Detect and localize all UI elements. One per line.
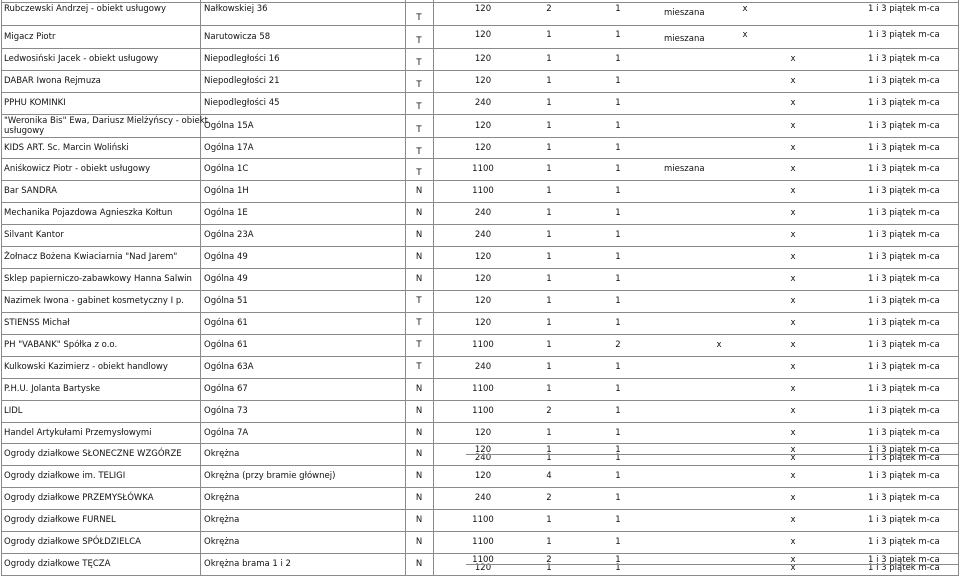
- row-name: Aniśkowicz Piotr - obiekt usługowy: [4, 164, 151, 174]
- row-count: 1: [546, 537, 552, 547]
- row-frequency: 1: [615, 445, 621, 455]
- row-type: T: [416, 340, 422, 350]
- row-name: Mechanika Pojazdowa Agnieszka Kołtun: [4, 208, 173, 218]
- row-frequency: 1: [615, 384, 621, 394]
- row-street: Okrężna: [204, 537, 240, 547]
- row-capacity: 120: [474, 76, 492, 86]
- row-type: N: [415, 537, 423, 547]
- row-count: 1: [546, 362, 552, 372]
- row-count: 2: [546, 406, 552, 416]
- row-street: Ogólna 51: [204, 296, 248, 306]
- row-frequency: 1: [615, 318, 621, 328]
- row-capacity: 1100: [472, 555, 494, 565]
- row-name: PPHU KOMINKI: [4, 98, 66, 108]
- row-sub-count: 1: [546, 563, 552, 573]
- row-name: KIDS ART. Sc. Marcin Woliński: [4, 143, 129, 153]
- row-name: Rubczewski Andrzej - obiekt usługowy: [4, 4, 166, 14]
- row-count: 1: [546, 121, 552, 131]
- row-capacity: 120: [474, 54, 492, 64]
- row-name: Nazimek Iwona - gabinet kosmetyczny I p.: [4, 296, 184, 306]
- row-frequency: 1: [615, 76, 621, 86]
- row-capacity: 240: [474, 493, 492, 503]
- row-mark: x: [790, 186, 796, 196]
- row-capacity: 120: [474, 296, 492, 306]
- row-type: N: [415, 559, 423, 569]
- row-capacity: 240: [474, 98, 492, 108]
- row-mark: x: [790, 98, 796, 108]
- row-mark: x: [790, 471, 796, 481]
- row-count: 1: [546, 186, 552, 196]
- row-type: T: [416, 168, 422, 178]
- row-schedule: 1 i 3 piątek m-ca: [868, 555, 940, 565]
- row-divider: [1, 443, 958, 444]
- row-count: 1: [546, 515, 552, 525]
- row-type: N: [415, 186, 423, 196]
- row-street: Ogólna 7A: [204, 428, 249, 438]
- row-street: Ogólna 23A: [204, 230, 254, 240]
- row-schedule: 1 i 3 piątek m-ca: [868, 274, 940, 284]
- row-mark: x: [790, 143, 796, 153]
- row-schedule: 1 i 3 piątek m-ca: [868, 318, 940, 328]
- row-mark: x: [790, 362, 796, 372]
- row-name: Kulkowski Kazimierz - obiekt handlowy: [4, 362, 168, 372]
- row-capacity: 1100: [472, 186, 494, 196]
- row-capacity: 120: [474, 471, 492, 481]
- row-name: Ogrody działkowe im. TELIGI: [4, 471, 126, 481]
- row-mark: x: [790, 296, 796, 306]
- row-divider: [1, 509, 958, 510]
- row-type: N: [415, 515, 423, 525]
- row-type: N: [415, 428, 423, 438]
- row-mark: x: [790, 76, 796, 86]
- row-street: Ogólna 73: [204, 406, 248, 416]
- row-type: T: [416, 36, 422, 46]
- row-street: Ogólna 15A: [204, 121, 254, 131]
- row-schedule: 1 i 3 piątek m-ca: [868, 98, 940, 108]
- row-mark: x: [742, 30, 748, 40]
- row-street: Niepodległości 21: [204, 76, 280, 86]
- row-capacity: 1100: [472, 406, 494, 416]
- row-capacity: 120: [474, 30, 492, 40]
- row-mark: x: [790, 493, 796, 503]
- row-street: Niepodległości 16: [204, 54, 280, 64]
- row-divider: [1, 378, 958, 379]
- row-frequency: 1: [615, 164, 621, 174]
- row-sub-count: 1: [546, 453, 552, 463]
- row-street: Ogólna 1E: [204, 208, 248, 218]
- row-schedule: 1 i 3 piątek m-ca: [868, 362, 940, 372]
- row-name: Migacz Piotr: [4, 32, 56, 42]
- row-frequency: 1: [615, 406, 621, 416]
- row-mark: x: [790, 252, 796, 262]
- row-divider: [1, 92, 958, 93]
- row-type: N: [415, 449, 423, 459]
- row-frequency: 1: [615, 4, 621, 14]
- row-type: T: [416, 147, 422, 157]
- row-schedule: 1 i 3 piątek m-ca: [868, 445, 940, 455]
- row-count: 1: [546, 164, 552, 174]
- row-divider: [1, 356, 958, 357]
- row-frequency: 1: [615, 54, 621, 64]
- row-mark: x: [790, 164, 796, 174]
- row-divider: [1, 114, 958, 115]
- row-name: Sklep papierniczo-zabawkowy Hanna Salwin: [4, 274, 192, 284]
- row-name: Ledwosiński Jacek - obiekt usługowy: [4, 54, 159, 64]
- row-type: N: [415, 493, 423, 503]
- row-schedule: 1 i 3 piątek m-ca: [868, 30, 940, 40]
- row-type: N: [415, 252, 423, 262]
- row-capacity: 1100: [472, 340, 494, 350]
- row-divider: [1, 465, 958, 466]
- row-schedule: 1 i 3 piątek m-ca: [868, 121, 940, 131]
- row-mark: x: [790, 340, 796, 350]
- row-sub-capacity: 120: [474, 563, 492, 573]
- row-street: Ogólna 67: [204, 384, 248, 394]
- row-count: 1: [546, 98, 552, 108]
- row-mark: x: [742, 4, 748, 14]
- row-frequency: 1: [615, 362, 621, 372]
- row-type: N: [415, 230, 423, 240]
- row-extra-mark: x: [716, 340, 722, 350]
- row-name-cont: usługowy: [4, 126, 45, 136]
- row-divider: [1, 246, 958, 247]
- row-divider: [1, 422, 958, 423]
- row-mark: x: [790, 384, 796, 394]
- row-schedule: 1 i 3 piątek m-ca: [868, 537, 940, 547]
- row-type: N: [415, 471, 423, 481]
- row-frequency: 1: [615, 121, 621, 131]
- row-divider: [1, 553, 958, 554]
- row-sub-capacity: 240: [474, 453, 492, 463]
- row-schedule: 1 i 3 piątek m-ca: [868, 471, 940, 481]
- row-type: T: [416, 80, 422, 90]
- row-count: 1: [546, 208, 552, 218]
- row-mark: x: [790, 318, 796, 328]
- row-mark: x: [790, 428, 796, 438]
- row-schedule: 1 i 3 piątek m-ca: [868, 428, 940, 438]
- row-frequency: 1: [615, 471, 621, 481]
- sub-row-divider: [466, 454, 958, 455]
- row-count: 1: [546, 340, 552, 350]
- row-frequency: 1: [615, 274, 621, 284]
- row-frequency: 1: [615, 493, 621, 503]
- row-name: Handel Artykułami Przemysłowymi: [4, 428, 152, 438]
- row-count: 1: [546, 296, 552, 306]
- row-count: 2: [546, 493, 552, 503]
- row-street: Ogólna 49: [204, 252, 248, 262]
- row-capacity: 1100: [472, 384, 494, 394]
- row-street: Ogólna 49: [204, 274, 248, 284]
- row-capacity: 120: [474, 4, 492, 14]
- row-type: T: [416, 125, 422, 135]
- row-name: Bar SANDRA: [4, 186, 57, 196]
- row-mark: x: [790, 406, 796, 416]
- row-schedule: 1 i 3 piątek m-ca: [868, 208, 940, 218]
- row-mark: x: [790, 274, 796, 284]
- row-name: Ogrody działkowe SŁONECZNE WZGÓRZE: [4, 449, 182, 459]
- row-street: Ogólna 61: [204, 318, 248, 328]
- row-divider: [1, 158, 958, 159]
- row-count: 1: [546, 54, 552, 64]
- row-street: Okrężna: [204, 515, 240, 525]
- row-frequency: 1: [615, 515, 621, 525]
- row-schedule: 1 i 3 piątek m-ca: [868, 252, 940, 262]
- row-mark: x: [790, 208, 796, 218]
- row-street: Narutowicza 58: [204, 32, 271, 42]
- column-divider: [958, 0, 959, 576]
- row-schedule: 1 i 3 piątek m-ca: [868, 493, 940, 503]
- row-street: Okrężna: [204, 493, 240, 503]
- row-count: 4: [546, 471, 552, 481]
- row-mark: x: [790, 515, 796, 525]
- row-count: 1: [546, 30, 552, 40]
- row-mark: x: [790, 121, 796, 131]
- row-sub-frequency: 1: [615, 563, 621, 573]
- row-frequency: 1: [615, 555, 621, 565]
- row-type: T: [416, 362, 422, 372]
- row-count: 2: [546, 555, 552, 565]
- row-street: Ogólna 17A: [204, 143, 254, 153]
- row-name: Żołnacz Bożena Kwiaciarnia "Nad Jarem": [4, 252, 178, 262]
- row-frequency: 1: [615, 143, 621, 153]
- row-divider: [1, 400, 958, 401]
- row-street: Ogólna 63A: [204, 362, 254, 372]
- column-divider: [1, 0, 2, 576]
- row-street: Ogólna 61: [204, 340, 248, 350]
- row-divider: [1, 2, 958, 3]
- row-count: 1: [546, 384, 552, 394]
- row-count: 1: [546, 143, 552, 153]
- row-street: Niepodległości 45: [204, 98, 280, 108]
- row-schedule: 1 i 3 piątek m-ca: [868, 384, 940, 394]
- row-name: DABAR Iwona Rejmuza: [4, 76, 101, 86]
- row-type: N: [415, 406, 423, 416]
- row-frequency: 1: [615, 537, 621, 547]
- row-street: Okrężna (przy bramie głównej): [204, 471, 336, 481]
- row-divider: [1, 334, 958, 335]
- row-divider: [1, 48, 958, 49]
- row-type: T: [416, 296, 422, 306]
- row-name: "Weronika Bis" Ewa, Dariusz Mielżyńscy - obiekt: [4, 116, 208, 126]
- row-divider: [1, 290, 958, 291]
- row-sub-schedule: 1 i 3 piątek m-ca: [868, 563, 940, 573]
- row-count: 1: [546, 274, 552, 284]
- row-sub-frequency: 1: [615, 453, 621, 463]
- row-name: Ogrody działkowe FURNEL: [4, 515, 116, 525]
- row-mixed: mieszana: [664, 8, 705, 18]
- row-type: T: [416, 13, 422, 23]
- row-frequency: 1: [615, 98, 621, 108]
- row-street: Ogólna 1C: [204, 164, 249, 174]
- row-mark: x: [790, 54, 796, 64]
- row-capacity: 120: [474, 143, 492, 153]
- row-mark: x: [790, 537, 796, 547]
- row-name: Silvant Kantor: [4, 230, 64, 240]
- row-schedule: 1 i 3 piątek m-ca: [868, 340, 940, 350]
- row-frequency: 1: [615, 208, 621, 218]
- row-sub-schedule: 1 i 3 piątek m-ca: [868, 453, 940, 463]
- row-street: Ogólna 1H: [204, 186, 249, 196]
- row-mark: x: [790, 230, 796, 240]
- column-divider: [405, 0, 406, 576]
- column-divider: [433, 0, 434, 576]
- row-count: 1: [546, 428, 552, 438]
- row-count: 1: [546, 445, 552, 455]
- row-capacity: 1100: [472, 537, 494, 547]
- row-schedule: 1 i 3 piątek m-ca: [868, 406, 940, 416]
- row-capacity: 1100: [472, 515, 494, 525]
- row-street: Nałkowskiej 36: [204, 4, 268, 14]
- row-type: N: [415, 274, 423, 284]
- row-count: 1: [546, 318, 552, 328]
- row-schedule: 1 i 3 piątek m-ca: [868, 4, 940, 14]
- row-capacity: 120: [474, 252, 492, 262]
- row-capacity: 120: [474, 274, 492, 284]
- row-name: PH "VABANK" Spółka z o.o.: [4, 340, 118, 350]
- row-frequency: 1: [615, 186, 621, 196]
- row-schedule: 1 i 3 piątek m-ca: [868, 515, 940, 525]
- row-type: T: [416, 102, 422, 112]
- row-divider: [1, 312, 958, 313]
- row-mark: x: [790, 555, 796, 565]
- row-divider: [1, 268, 958, 269]
- row-divider: [1, 137, 958, 138]
- row-divider: [1, 70, 958, 71]
- row-capacity: 120: [474, 445, 492, 455]
- column-divider: [200, 0, 201, 576]
- row-capacity: 1100: [472, 164, 494, 174]
- row-name: STIENSS Michał: [4, 318, 70, 328]
- row-capacity: 120: [474, 121, 492, 131]
- row-frequency: 1: [615, 296, 621, 306]
- row-capacity: 240: [474, 362, 492, 372]
- row-count: 2: [546, 4, 552, 14]
- row-name: LIDL: [4, 406, 23, 416]
- row-type: T: [416, 318, 422, 328]
- row-schedule: 1 i 3 piątek m-ca: [868, 230, 940, 240]
- row-capacity: 120: [474, 428, 492, 438]
- row-count: 1: [546, 252, 552, 262]
- row-schedule: 1 i 3 piątek m-ca: [868, 164, 940, 174]
- row-capacity: 240: [474, 230, 492, 240]
- row-schedule: 1 i 3 piątek m-ca: [868, 54, 940, 64]
- row-mark: x: [790, 445, 796, 455]
- row-frequency: 1: [615, 30, 621, 40]
- row-name: P.H.U. Jolanta Bartyske: [4, 384, 101, 394]
- row-divider: [1, 180, 958, 181]
- row-divider: [1, 224, 958, 225]
- row-sub-mark: x: [790, 563, 796, 573]
- row-street: Okrężna: [204, 449, 240, 459]
- row-name: Ogrody działkowe PRZEMYSŁÓWKA: [4, 493, 154, 503]
- sub-row-divider: [466, 564, 958, 565]
- row-type: T: [416, 58, 422, 68]
- row-divider: [1, 25, 958, 26]
- row-type: N: [415, 208, 423, 218]
- row-name: Ogrody działkowe TĘCZA: [4, 559, 111, 569]
- row-sub-mark: x: [790, 453, 796, 463]
- row-mixed: mieszana: [664, 34, 705, 44]
- row-schedule: 1 i 3 piątek m-ca: [868, 296, 940, 306]
- row-frequency: 1: [615, 428, 621, 438]
- row-frequency: 1: [615, 252, 621, 262]
- row-capacity: 240: [474, 208, 492, 218]
- row-divider: [1, 202, 958, 203]
- row-street: Okrężna brama 1 i 2: [204, 559, 291, 569]
- row-divider: [1, 487, 958, 488]
- row-type: N: [415, 384, 423, 394]
- row-schedule: 1 i 3 piątek m-ca: [868, 143, 940, 153]
- row-count: 1: [546, 76, 552, 86]
- row-schedule: 1 i 3 piątek m-ca: [868, 186, 940, 196]
- row-divider: [1, 531, 958, 532]
- row-name: Ogrody działkowe SPÓŁDZIELCA: [4, 537, 141, 547]
- row-frequency: 1: [615, 230, 621, 240]
- row-capacity: 120: [474, 318, 492, 328]
- row-mixed: mieszana: [664, 164, 705, 174]
- row-frequency: 2: [615, 340, 621, 350]
- row-schedule: 1 i 3 piątek m-ca: [868, 76, 940, 86]
- row-count: 1: [546, 230, 552, 240]
